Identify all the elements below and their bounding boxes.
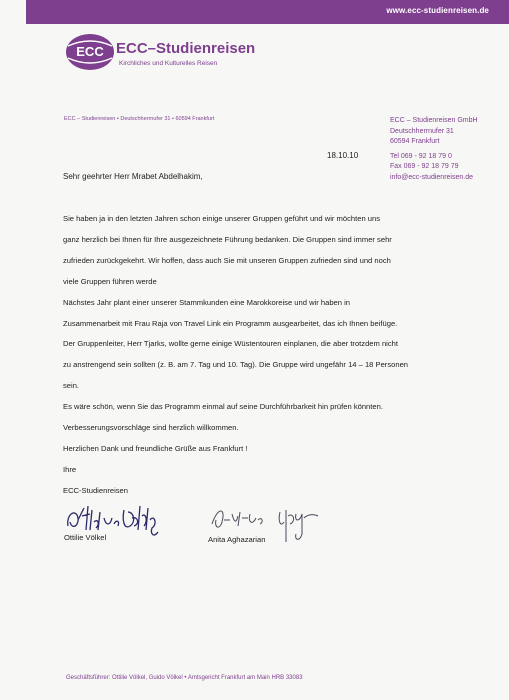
signature-name: Ottilie Völkel: [64, 533, 107, 542]
body-line: sein.: [63, 381, 80, 391]
email: info@ecc-studienreisen.de: [390, 173, 473, 181]
sender-address-line: ECC – Studienreisen • Deutschherrnufer 31 • 60594 Frankfurt: [64, 116, 215, 122]
contact-block: [390, 116, 478, 183]
body-line: zu anstrengend sein sollten (z. B. am 7. Tag und 10. Tag). Die Gruppe wird ungefähr 14 – 18 Personen: [63, 360, 409, 370]
company-name: ECC – Studienreisen GmbH: [390, 117, 478, 124]
body-line: Der Gruppenleiter, Herr Tjarks, wollte gerne einige Wüstentouren einplanen, die aber trotzdem nicht: [63, 339, 399, 349]
body-line: ganz herzlich bei Ihnen für Ihre ausgezeichnete Führung bedanken. Die Gruppen sind immer sehr: [63, 234, 392, 244]
body-line: Herzlichen Dank und freundliche Grüße aus Frankfurt !: [63, 443, 248, 453]
brand-name: ECC–Studienreisen: [116, 40, 256, 57]
body-line: Es wäre schön, wenn Sie das Programm einmal auf seine Durchführbarkeit hin prüfen könnten.: [63, 402, 383, 412]
body-line: ECC-Studienreisen: [63, 485, 128, 495]
body-line: Verbesserungsvorschläge sind herzlich willkommen.: [63, 423, 239, 433]
logo-letters: ECC: [76, 44, 104, 59]
body-line: viele Gruppen führen werde: [63, 276, 157, 286]
tagline: Kirchliches und Kulturelles Reisen: [119, 60, 218, 67]
city: 60594 Frankfurt: [390, 138, 440, 145]
phone: Tel 069 - 92 18 79 0: [390, 152, 452, 160]
letter-date: 18.10.10: [327, 151, 359, 160]
fax: Fax 069 - 92 18 79 79: [390, 163, 459, 170]
website-url: www.ecc-studienreisen.de: [386, 6, 489, 15]
globe-logo-icon: [64, 30, 116, 74]
body-line: Sie haben ja in den letzten Jahren schon einige unserer Gruppen geführt und wir möchten uns: [63, 214, 381, 223]
salutation: Sehr geehrter Herr Mrabet Abdelhakim,: [63, 172, 203, 181]
signature-name: Anita Aghazarian: [208, 535, 266, 544]
footer-legal: Geschäftsführer: Ottilie Völkel, Guido Völkel • Amtsgericht Frankfurt am Main HRB 33083: [66, 675, 303, 681]
body-line: Nächstes Jahr plant einer unserer Stammkunden eine Marokkoreise und wir haben in: [63, 297, 351, 307]
company-logo: [64, 30, 264, 74]
body-line: zufrieden zurückgekehrt. Wir hoffen, dass auch Sie mit unseren Gruppen zufrieden sind und noch: [63, 255, 391, 265]
letter-body: [63, 209, 455, 502]
header-band: [26, 0, 509, 24]
body-line: Ihre: [63, 464, 77, 474]
street: Deutschherrnufer 31: [390, 127, 454, 135]
body-line: Zusammenarbeit mit Frau Raja von Travel Link ein Programm ausgearbeitet, das ich Ihnen beifüge.: [63, 318, 398, 328]
